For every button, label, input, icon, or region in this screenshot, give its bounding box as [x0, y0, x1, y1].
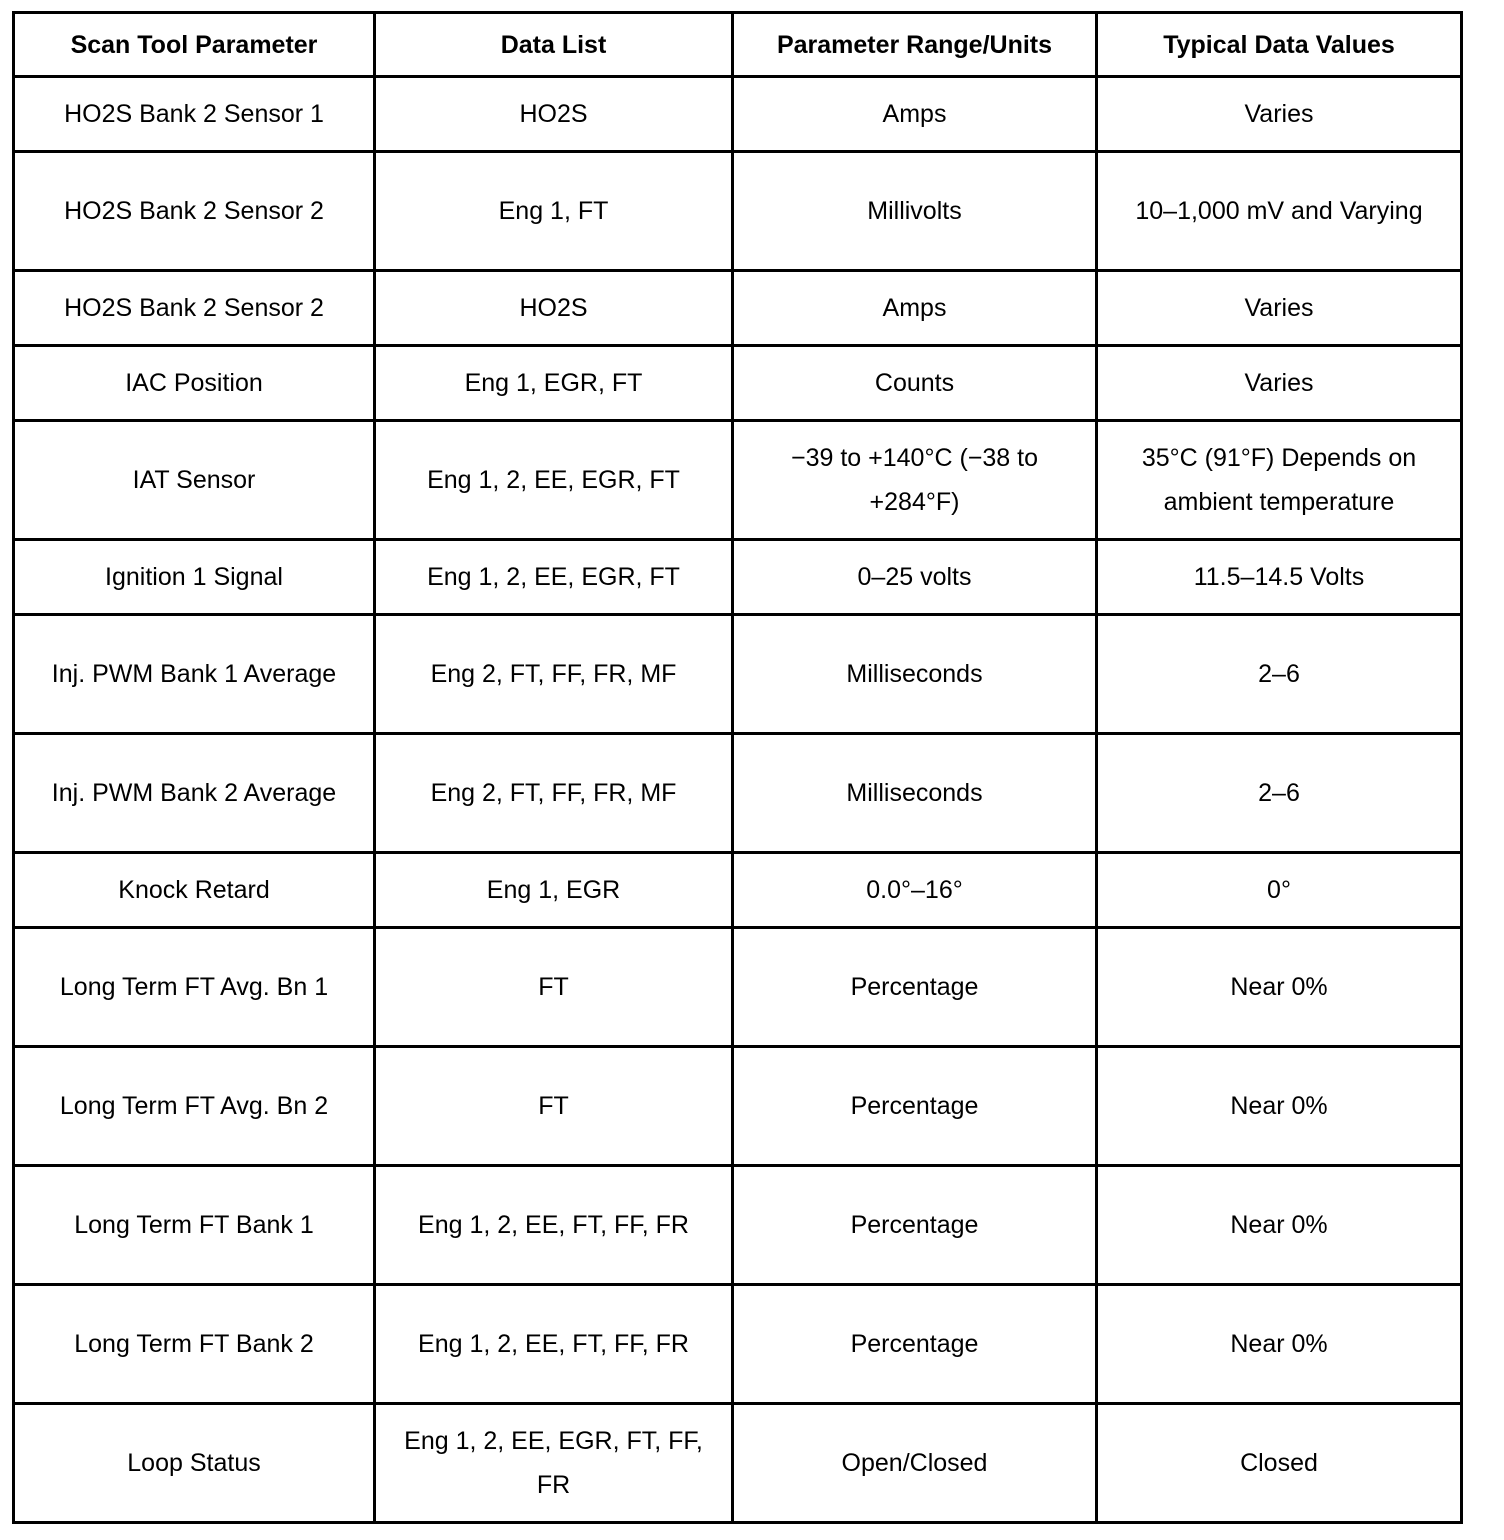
- cell-parameter: Ignition 1 Signal: [14, 540, 375, 615]
- table-row: [14, 1166, 1462, 1285]
- cell-range-units: Percentage: [733, 1166, 1097, 1285]
- table-row: [14, 77, 1462, 152]
- scan-tool-data-table: [12, 11, 1463, 1524]
- cell-data-list: Eng 2, FT, FF, FR, MF: [375, 615, 733, 734]
- table-row: [14, 734, 1462, 853]
- cell-parameter: IAC Position: [14, 346, 375, 421]
- table-row: [14, 152, 1462, 271]
- cell-parameter: Long Term FT Bank 2: [14, 1285, 375, 1404]
- cell-parameter: Inj. PWM Bank 1 Average: [14, 615, 375, 734]
- cell-parameter: HO2S Bank 2 Sensor 1: [14, 77, 375, 152]
- cell-typical-value: Varies: [1097, 77, 1462, 152]
- header-scan-tool-parameter: Scan Tool Parameter: [14, 13, 375, 77]
- cell-range-units: 0.0°–16°: [733, 853, 1097, 928]
- cell-data-list: FT: [375, 928, 733, 1047]
- cell-typical-value: Varies: [1097, 271, 1462, 346]
- cell-range-units: Millivolts: [733, 152, 1097, 271]
- cell-typical-value: 11.5–14.5 Volts: [1097, 540, 1462, 615]
- cell-typical-value: 35°C (91°F) Depends on ambient temperature: [1097, 421, 1462, 540]
- cell-data-list: Eng 1, 2, EE, EGR, FT, FF, FR: [375, 1404, 733, 1523]
- cell-range-units: Amps: [733, 77, 1097, 152]
- table-row: [14, 1285, 1462, 1404]
- table-row: [14, 421, 1462, 540]
- cell-parameter: Long Term FT Avg. Bn 1: [14, 928, 375, 1047]
- cell-typical-value: 10–1,000 mV and Varying: [1097, 152, 1462, 271]
- cell-typical-value: 2–6: [1097, 734, 1462, 853]
- cell-typical-value: Near 0%: [1097, 1047, 1462, 1166]
- header-typical-data-values: Typical Data Values: [1097, 13, 1462, 77]
- table-header-row: [14, 13, 1462, 77]
- table-row: [14, 271, 1462, 346]
- cell-parameter: Loop Status: [14, 1404, 375, 1523]
- cell-data-list: Eng 1, 2, EE, EGR, FT: [375, 421, 733, 540]
- cell-data-list: Eng 1, EGR: [375, 853, 733, 928]
- cell-typical-value: 2–6: [1097, 615, 1462, 734]
- cell-data-list: HO2S: [375, 271, 733, 346]
- cell-parameter: Knock Retard: [14, 853, 375, 928]
- table-row: [14, 615, 1462, 734]
- cell-data-list: Eng 1, 2, EE, EGR, FT: [375, 540, 733, 615]
- cell-range-units: −39 to +140°C (−38 to +284°F): [733, 421, 1097, 540]
- cell-range-units: 0–25 volts: [733, 540, 1097, 615]
- cell-typical-value: Closed: [1097, 1404, 1462, 1523]
- header-parameter-range-units: Parameter Range/Units: [733, 13, 1097, 77]
- cell-range-units: Percentage: [733, 1285, 1097, 1404]
- table-row: [14, 1047, 1462, 1166]
- cell-range-units: Percentage: [733, 1047, 1097, 1166]
- cell-parameter: Long Term FT Bank 1: [14, 1166, 375, 1285]
- cell-parameter: Inj. PWM Bank 2 Average: [14, 734, 375, 853]
- cell-data-list: Eng 1, 2, EE, FT, FF, FR: [375, 1166, 733, 1285]
- table-row: [14, 540, 1462, 615]
- cell-parameter: Long Term FT Avg. Bn 2: [14, 1047, 375, 1166]
- cell-parameter: HO2S Bank 2 Sensor 2: [14, 152, 375, 271]
- cell-typical-value: Near 0%: [1097, 928, 1462, 1047]
- cell-data-list: Eng 1, FT: [375, 152, 733, 271]
- cell-range-units: Amps: [733, 271, 1097, 346]
- cell-typical-value: Varies: [1097, 346, 1462, 421]
- table-row: [14, 1404, 1462, 1523]
- cell-data-list: HO2S: [375, 77, 733, 152]
- cell-range-units: Milliseconds: [733, 734, 1097, 853]
- table-row: [14, 928, 1462, 1047]
- table-row: [14, 346, 1462, 421]
- cell-data-list: Eng 2, FT, FF, FR, MF: [375, 734, 733, 853]
- cell-range-units: Percentage: [733, 928, 1097, 1047]
- cell-data-list: Eng 1, EGR, FT: [375, 346, 733, 421]
- cell-parameter: HO2S Bank 2 Sensor 2: [14, 271, 375, 346]
- cell-data-list: FT: [375, 1047, 733, 1166]
- cell-range-units: Counts: [733, 346, 1097, 421]
- cell-typical-value: Near 0%: [1097, 1166, 1462, 1285]
- header-data-list: Data List: [375, 13, 733, 77]
- cell-range-units: Open/Closed: [733, 1404, 1097, 1523]
- cell-typical-value: Near 0%: [1097, 1285, 1462, 1404]
- cell-data-list: Eng 1, 2, EE, FT, FF, FR: [375, 1285, 733, 1404]
- table-row: [14, 853, 1462, 928]
- cell-parameter: IAT Sensor: [14, 421, 375, 540]
- cell-range-units: Milliseconds: [733, 615, 1097, 734]
- cell-typical-value: 0°: [1097, 853, 1462, 928]
